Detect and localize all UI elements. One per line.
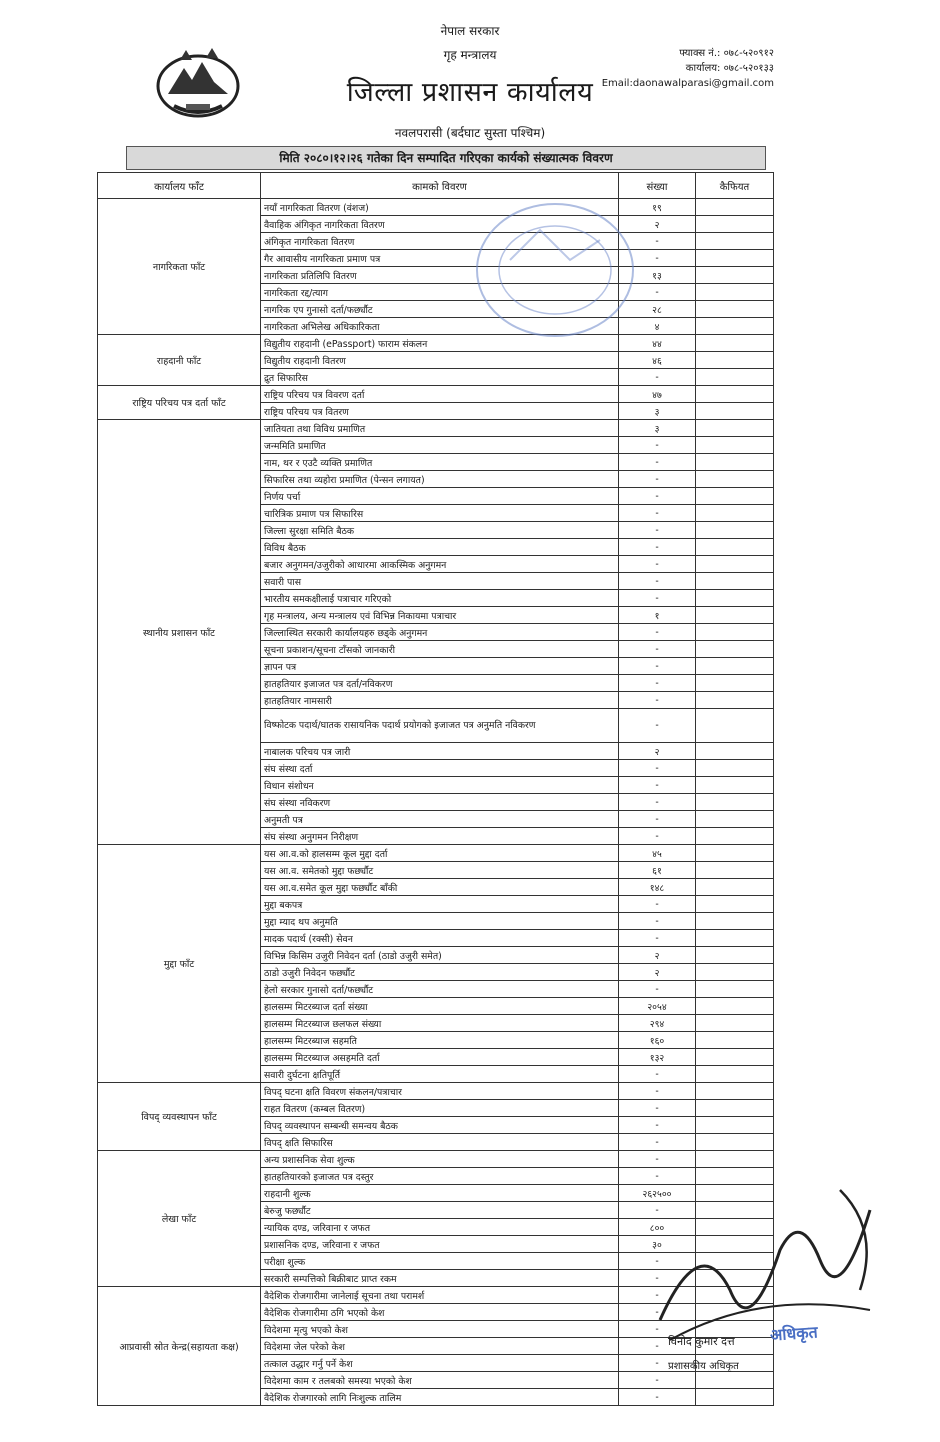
table-row	[98, 845, 774, 862]
officer-stamp-text: अधिकृत	[769, 1322, 819, 1345]
header-activity: कामको विवरण	[261, 173, 619, 199]
activity-cell: जिल्लास्थित सरकारी कार्यालयहरु छड्के अनुगमन	[261, 624, 619, 641]
count-cell: -	[619, 1287, 696, 1304]
remarks-cell	[696, 318, 774, 335]
remarks-cell	[696, 760, 774, 777]
remarks-cell	[696, 284, 774, 301]
count-cell: -	[619, 250, 696, 267]
activity-cell: अन्य प्रशासनिक सेवा शुल्क	[261, 1151, 619, 1168]
count-cell: ४६	[619, 352, 696, 369]
header-count: संख्या	[619, 173, 696, 199]
remarks-cell	[696, 896, 774, 913]
count-cell: -	[619, 1100, 696, 1117]
activity-cell: गृह मन्त्रालय, अन्य मन्त्रालय एवं विभिन्न निकायमा पत्राचार	[261, 607, 619, 624]
remarks-cell	[696, 641, 774, 658]
activity-cell: जातियता तथा विविध प्रमाणित	[261, 420, 619, 437]
remarks-cell	[696, 573, 774, 590]
remarks-cell	[696, 1015, 774, 1032]
activity-cell: वैदेशिक रोजगारको लागि निःशुल्क तालिम	[261, 1389, 619, 1406]
activity-cell: ज्ञापन पत्र	[261, 658, 619, 675]
table-row	[98, 199, 774, 216]
remarks-cell	[696, 879, 774, 896]
activity-cell: अनुमती पत्र	[261, 811, 619, 828]
remarks-cell	[696, 539, 774, 556]
remarks-cell	[696, 777, 774, 794]
count-cell: -	[619, 675, 696, 692]
activity-cell: सूचना प्रकाशन/सूचना टाँसको जानकारी	[261, 641, 619, 658]
activity-cell: नागरिक एप गुनासो दर्ता/फर्छ्यौट	[261, 301, 619, 318]
section-name: राहदानी फाँट	[98, 335, 261, 386]
activity-cell: विपद् क्षति सिफारिस	[261, 1134, 619, 1151]
remarks-cell	[696, 964, 774, 981]
activity-cell: गैर आवासीय नागरिकता प्रमाण पत्र	[261, 250, 619, 267]
activity-cell: प्रशासनिक दण्ड, जरिवाना र जफत	[261, 1236, 619, 1253]
remarks-cell	[696, 828, 774, 845]
count-cell: २	[619, 964, 696, 981]
remarks-cell	[696, 913, 774, 930]
count-cell: -	[619, 692, 696, 709]
activity-cell: नागरिकता अभिलेख अधिकारिकता	[261, 318, 619, 335]
activity-cell: संघ संस्था दर्ता	[261, 760, 619, 777]
activity-cell: यस आ.व. समेतको मुद्दा फर्छ्यौट	[261, 862, 619, 879]
activity-cell: हालसम्म मिटरब्याज सहमति	[261, 1032, 619, 1049]
count-cell: -	[619, 828, 696, 845]
count-cell: -	[619, 471, 696, 488]
activity-cell: वैवाहिक अंगिकृत नागरिकता वितरण	[261, 216, 619, 233]
table-header-row	[98, 173, 774, 199]
count-cell: -	[619, 930, 696, 947]
activity-cell: बेरुजु फर्छ्यौट	[261, 1202, 619, 1219]
count-cell: -	[619, 1338, 696, 1355]
remarks-cell	[696, 675, 774, 692]
remarks-cell	[696, 216, 774, 233]
remarks-cell	[696, 743, 774, 760]
count-cell: २	[619, 216, 696, 233]
remarks-cell	[696, 658, 774, 675]
header-remarks: कैफियत	[696, 173, 774, 199]
remarks-cell	[696, 794, 774, 811]
count-cell: १३	[619, 267, 696, 284]
count-cell: -	[619, 1202, 696, 1219]
count-cell: -	[619, 1253, 696, 1270]
table-row	[98, 386, 774, 403]
activity-cell: संघ संस्था अनुगमन निरीक्षण	[261, 828, 619, 845]
count-cell: २	[619, 947, 696, 964]
remarks-cell	[696, 947, 774, 964]
count-cell: -	[619, 794, 696, 811]
remarks-cell	[696, 1372, 774, 1389]
count-cell: -	[619, 1372, 696, 1389]
count-cell: ६१	[619, 862, 696, 879]
activity-cell: नाम, थर र एउटै व्यक्ति प्रमाणित	[261, 454, 619, 471]
table-row	[98, 335, 774, 352]
count-cell: -	[619, 641, 696, 658]
contact-block	[602, 46, 774, 91]
count-cell: -	[619, 369, 696, 386]
remarks-cell	[696, 403, 774, 420]
activity-cell: हेलो सरकार गुनासो दर्ता/फर्छ्यौट	[261, 981, 619, 998]
count-cell: २९४	[619, 1015, 696, 1032]
activity-cell: सरकारी सम्पत्तिको बिक्रीबाट प्राप्त रकम	[261, 1270, 619, 1287]
count-cell: -	[619, 896, 696, 913]
activity-cell: राष्ट्रिय परिचय पत्र विवरण दर्ता	[261, 386, 619, 403]
activity-cell: हातहतियार इजाजत पत्र दर्ता/नविकरण	[261, 675, 619, 692]
fax-number: फ्याक्स नं.: ०७८-५२०९१२	[679, 48, 774, 59]
count-cell: -	[619, 1168, 696, 1185]
office-title: जिल्ला प्रशासन कार्यालय	[346, 77, 594, 108]
remarks-cell	[696, 1032, 774, 1049]
remarks-cell	[696, 505, 774, 522]
count-cell: -	[619, 1270, 696, 1287]
activity-cell: वैदेशिक रोजगारीमा ठगि भएको केश	[261, 1304, 619, 1321]
activity-cell: विधान संशोधन	[261, 777, 619, 794]
section-name: लेखा फाँट	[98, 1151, 261, 1287]
ministry-name: गृह मन्त्रालय	[443, 48, 497, 62]
activity-cell: हालसम्म मिटरब्याज दर्ता संख्या	[261, 998, 619, 1015]
activity-cell: न्यायिक दण्ड, जरिवाना र जफत	[261, 1219, 619, 1236]
remarks-cell	[696, 1304, 774, 1321]
count-cell: -	[619, 1321, 696, 1338]
count-cell: -	[619, 556, 696, 573]
activity-cell: हातहतियार नामसारी	[261, 692, 619, 709]
count-cell: -	[619, 573, 696, 590]
remarks-cell	[696, 692, 774, 709]
table-row	[98, 1287, 774, 1304]
remarks-cell	[696, 386, 774, 403]
activity-cell: नागरिकता प्रतिलिपि वितरण	[261, 267, 619, 284]
activity-cell: चारित्रिक प्रमाण पत्र सिफारिस	[261, 505, 619, 522]
count-cell: -	[619, 1083, 696, 1100]
count-cell: ३	[619, 403, 696, 420]
activity-cell: सिफारिस तथा व्यहोरा प्रमाणित (पेन्सन लगायत)	[261, 471, 619, 488]
activity-cell: हालसम्म मिटरब्याज असहमति दर्ता	[261, 1049, 619, 1066]
remarks-cell	[696, 930, 774, 947]
section-name: आप्रवासी स्रोत केन्द्र(सहायता कक्ष)	[98, 1287, 261, 1406]
activity-cell: निर्णय पर्चा	[261, 488, 619, 505]
activity-cell: सवारी पास	[261, 573, 619, 590]
header-section: कार्यालय फाँट	[98, 173, 261, 199]
activity-cell: अंगिकृत नागरिकता वितरण	[261, 233, 619, 250]
email-address: Email:daonawalparasi@gmail.com	[601, 78, 774, 89]
remarks-cell	[696, 845, 774, 862]
count-cell: २६२५००	[619, 1185, 696, 1202]
count-cell: -	[619, 624, 696, 641]
activity-cell: बजार अनुगमन/उजुरीको आधारमा आकस्मिक अनुगमन	[261, 556, 619, 573]
count-cell: -	[619, 590, 696, 607]
count-cell: -	[619, 522, 696, 539]
remarks-cell	[696, 1389, 774, 1406]
activity-cell: विदेशमा मृत्यु भएको केश	[261, 1321, 619, 1338]
count-cell: ३	[619, 420, 696, 437]
activity-cell: द्रुत सिफारिस	[261, 369, 619, 386]
activity-cell: भारतीय समकक्षीलाई पत्राचार गरिएको	[261, 590, 619, 607]
count-cell: ४५	[619, 845, 696, 862]
count-cell: -	[619, 913, 696, 930]
remarks-cell	[696, 1202, 774, 1219]
activity-cell: मुद्दा बकपत्र	[261, 896, 619, 913]
activity-cell: जिल्ला सुरक्षा समिति बैठक	[261, 522, 619, 539]
remarks-cell	[696, 981, 774, 998]
remarks-cell	[696, 1287, 774, 1304]
remarks-cell	[696, 862, 774, 879]
remarks-cell	[696, 1151, 774, 1168]
section-name: मुद्दा फाँट	[98, 845, 261, 1083]
activity-cell: विपद् घटना क्षति विवरण संकलन/पत्राचार	[261, 1083, 619, 1100]
count-cell: ४	[619, 318, 696, 335]
activity-cell: विष्फोटक पदार्थ/घातक रासायनिक पदार्थ प्रयोगको इजाजत पत्र अनुमति नविकरण	[261, 709, 619, 743]
count-cell: -	[619, 1389, 696, 1406]
section-name: राष्ट्रिय परिचय पत्र दर्ता फाँट	[98, 386, 261, 420]
activity-cell: विदेशमा काम र तलबको समस्या भएको केश	[261, 1372, 619, 1389]
activity-cell: सवारी दुर्घटना क्षतिपूर्ति	[261, 1066, 619, 1083]
activity-cell: यस आ.व.को हालसम्म कूल मुद्दा दर्ता	[261, 845, 619, 862]
count-cell: -	[619, 777, 696, 794]
remarks-cell	[696, 1236, 774, 1253]
remarks-cell	[696, 488, 774, 505]
count-cell: -	[619, 454, 696, 471]
remarks-cell	[696, 1185, 774, 1202]
report-banner: मिति २०८०।१२।२६ गतेका दिन सम्पादित गरिएका कार्यको संख्यात्मक विवरण	[126, 146, 766, 170]
remarks-cell	[696, 1100, 774, 1117]
remarks-cell	[696, 590, 774, 607]
count-cell: -	[619, 811, 696, 828]
activity-cell: नयाँ नागरिकता वितरण (वंशज)	[261, 199, 619, 216]
remarks-cell	[696, 624, 774, 641]
count-cell: -	[619, 981, 696, 998]
remarks-cell	[696, 420, 774, 437]
activity-cell: हालसम्म मिटरब्याज छलफल संख्या	[261, 1015, 619, 1032]
count-cell: १३२	[619, 1049, 696, 1066]
activity-cell: परीक्षा शुल्क	[261, 1253, 619, 1270]
count-cell: -	[619, 1151, 696, 1168]
activity-cell: राष्ट्रिय परिचय पत्र वितरण	[261, 403, 619, 420]
count-cell: -	[619, 488, 696, 505]
remarks-cell	[696, 1117, 774, 1134]
count-cell: -	[619, 284, 696, 301]
count-cell: -	[619, 1117, 696, 1134]
count-cell: -	[619, 437, 696, 454]
office-phone: कार्यालय: ०७८-५२०१३३	[685, 63, 774, 74]
report-table	[97, 172, 774, 1406]
district-name: नवलपरासी (बर्दघाट सुस्ता पश्चिम)	[394, 126, 546, 140]
activity-cell: यस आ.व.समेत कूल मुद्दा फर्छ्यौट बाँकी	[261, 879, 619, 896]
remarks-cell	[696, 199, 774, 216]
count-cell: -	[619, 1134, 696, 1151]
activity-cell: विभिन्न किसिम उजुरी निवेदन दर्ता (ठाडो उजुरी समेत)	[261, 947, 619, 964]
section-name: नागरिकता फाँट	[98, 199, 261, 335]
count-cell: -	[619, 233, 696, 250]
count-cell: -	[619, 505, 696, 522]
remarks-cell	[696, 250, 774, 267]
count-cell: -	[619, 539, 696, 556]
count-cell: -	[619, 760, 696, 777]
remarks-cell	[696, 556, 774, 573]
activity-cell: नागरिकता रद्द/त्याग	[261, 284, 619, 301]
remarks-cell	[696, 471, 774, 488]
count-cell: -	[619, 1355, 696, 1372]
signer-name: विनोद कुमार दत्त	[668, 1335, 735, 1348]
remarks-cell	[696, 1083, 774, 1100]
activity-cell: विविध बैठक	[261, 539, 619, 556]
remarks-cell	[696, 1219, 774, 1236]
remarks-cell	[696, 437, 774, 454]
activity-cell: मादक पदार्थ (रक्सी) सेवन	[261, 930, 619, 947]
count-cell: १६०	[619, 1032, 696, 1049]
count-cell: ४४	[619, 335, 696, 352]
section-name: विपद् व्यवस्थापन फाँट	[98, 1083, 261, 1151]
count-cell: ४७	[619, 386, 696, 403]
remarks-cell	[696, 454, 774, 471]
count-cell: -	[619, 1304, 696, 1321]
activity-cell: जन्ममिति प्रमाणित	[261, 437, 619, 454]
remarks-cell	[696, 1168, 774, 1185]
activity-cell: तत्काल उद्धार गर्नु पर्ने केश	[261, 1355, 619, 1372]
remarks-cell	[696, 709, 774, 743]
count-cell: -	[619, 658, 696, 675]
count-cell: ३०	[619, 1236, 696, 1253]
table-row	[98, 1151, 774, 1168]
government-name: नेपाल सरकार	[440, 24, 500, 38]
remarks-cell	[696, 267, 774, 284]
remarks-cell	[696, 352, 774, 369]
count-cell: १	[619, 607, 696, 624]
remarks-cell	[696, 811, 774, 828]
table-row	[98, 420, 774, 437]
activity-cell: राहत वितरण (कम्बल वितरण)	[261, 1100, 619, 1117]
activity-cell: राहदानी शुल्क	[261, 1185, 619, 1202]
remarks-cell	[696, 1049, 774, 1066]
count-cell: -	[619, 709, 696, 743]
remarks-cell	[696, 998, 774, 1015]
activity-cell: वैदेशिक रोजगारीमा जानेलाई सूचना तथा परामर्श	[261, 1287, 619, 1304]
remarks-cell	[696, 301, 774, 318]
activity-cell: विदेशमा जेल परेको केश	[261, 1338, 619, 1355]
activity-cell: हातहतियारको इजाजत पत्र दस्तुर	[261, 1168, 619, 1185]
remarks-cell	[696, 1066, 774, 1083]
activity-cell: विद्युतीय राहदानी वितरण	[261, 352, 619, 369]
count-cell: २	[619, 743, 696, 760]
count-cell: ८००	[619, 1219, 696, 1236]
table-row	[98, 1083, 774, 1100]
remarks-cell	[696, 1253, 774, 1270]
activity-cell: विपद् व्यवस्थापन सम्बन्धी समन्वय बैठक	[261, 1117, 619, 1134]
remarks-cell	[696, 335, 774, 352]
count-cell: -	[619, 1066, 696, 1083]
count-cell: १९	[619, 199, 696, 216]
remarks-cell	[696, 233, 774, 250]
remarks-cell	[696, 1270, 774, 1287]
remarks-cell	[696, 522, 774, 539]
activity-cell: नाबालक परिचय पत्र जारी	[261, 743, 619, 760]
count-cell: १४८	[619, 879, 696, 896]
signer-title: प्रशासकीय अधिकृत	[668, 1361, 739, 1372]
activity-cell: संघ संस्था नविकरण	[261, 794, 619, 811]
remarks-cell	[696, 1134, 774, 1151]
activity-cell: ठाडो उजुरी निवेदन फर्छ्यौट	[261, 964, 619, 981]
activity-cell: मुद्दा म्याद थप अनुमति	[261, 913, 619, 930]
remarks-cell	[696, 607, 774, 624]
count-cell: २८	[619, 301, 696, 318]
remarks-cell	[696, 369, 774, 386]
section-name: स्थानीय प्रशासन फाँट	[98, 420, 261, 845]
count-cell: २०५४	[619, 998, 696, 1015]
activity-cell: विद्युतीय राहदानी (ePassport) फाराम संकलन	[261, 335, 619, 352]
